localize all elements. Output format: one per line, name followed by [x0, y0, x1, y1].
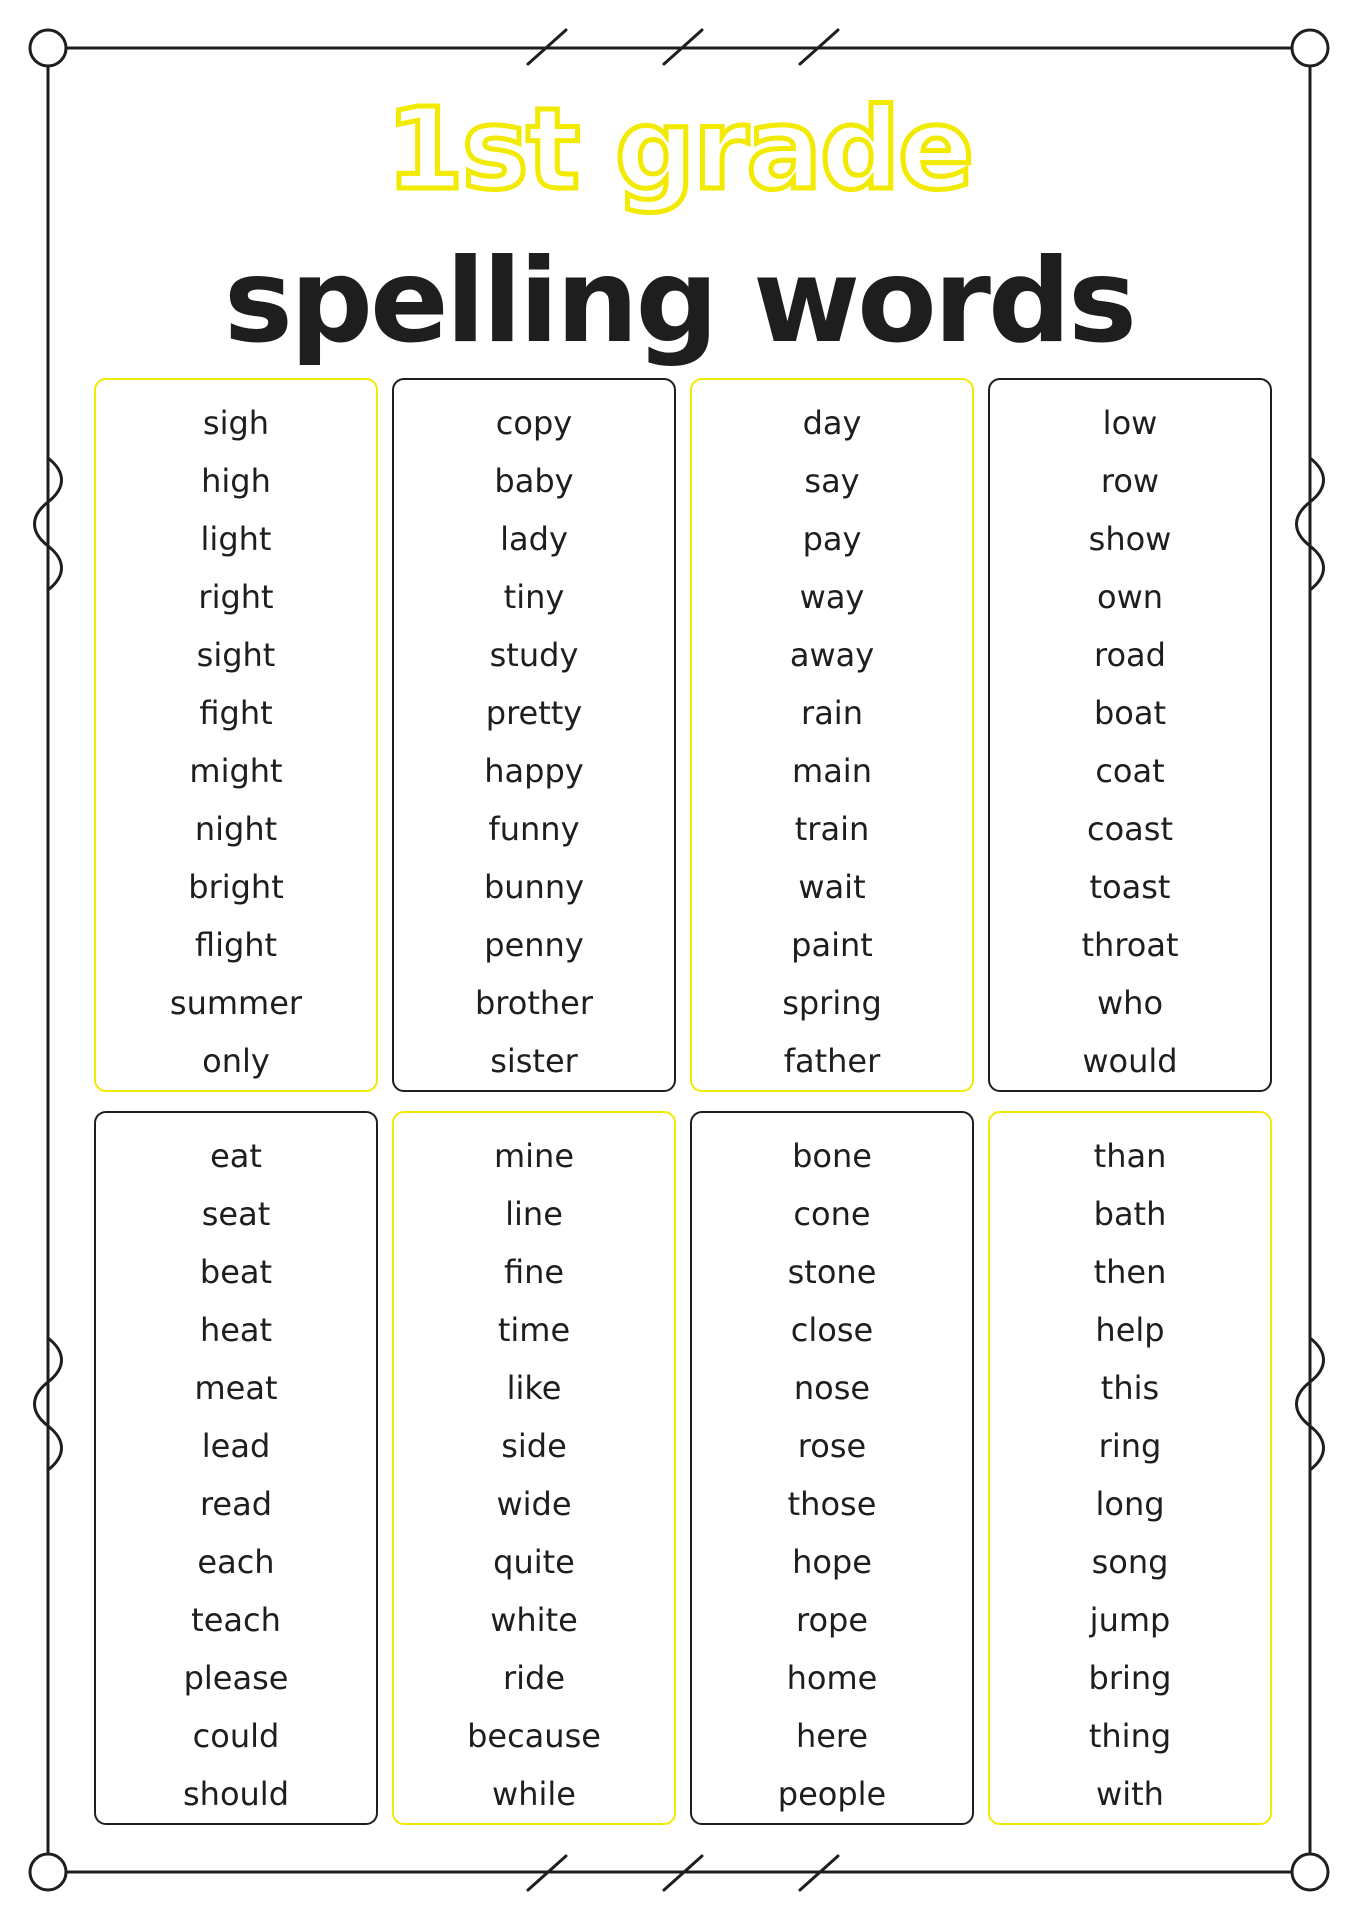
- spelling-word: low: [1102, 404, 1158, 442]
- spelling-word: jump: [1089, 1601, 1171, 1639]
- spelling-word: copy: [495, 404, 573, 442]
- word-list-7: [690, 1111, 974, 1825]
- spelling-word: fine: [503, 1253, 565, 1291]
- spelling-word: coat: [1095, 752, 1165, 790]
- spelling-word: then: [1093, 1253, 1167, 1291]
- spelling-word: thing: [1088, 1717, 1172, 1755]
- word-list-3: [690, 378, 974, 1092]
- spelling-word: rose: [797, 1427, 867, 1465]
- spelling-word: flight: [194, 926, 278, 964]
- spelling-word: toast: [1089, 868, 1171, 906]
- spelling-word: than: [1093, 1137, 1167, 1175]
- spelling-word: because: [467, 1717, 601, 1755]
- spelling-word: lead: [201, 1427, 271, 1465]
- spelling-word: penny: [484, 926, 584, 964]
- spelling-word: wait: [798, 868, 866, 906]
- spelling-word: beat: [199, 1253, 273, 1291]
- word-list-1: [94, 378, 378, 1092]
- spelling-word: please: [183, 1659, 289, 1697]
- spelling-word: would: [1082, 1042, 1178, 1080]
- spelling-word: main: [792, 752, 872, 790]
- spelling-word: road: [1094, 636, 1166, 674]
- spelling-word: seat: [201, 1195, 271, 1233]
- spelling-word: own: [1096, 578, 1164, 616]
- spelling-word: rain: [801, 694, 863, 732]
- spelling-word: should: [182, 1775, 289, 1813]
- title-spelling-words: spelling words: [223, 234, 1135, 369]
- spelling-word: bring: [1088, 1659, 1172, 1697]
- spelling-word: those: [787, 1485, 877, 1523]
- spelling-word: mine: [493, 1137, 575, 1175]
- spelling-word: here: [795, 1717, 869, 1755]
- spelling-word: sigh: [202, 404, 270, 442]
- spelling-word: bath: [1093, 1195, 1167, 1233]
- spelling-word: fight: [199, 694, 273, 732]
- spelling-word: lady: [500, 520, 568, 558]
- spelling-word: wide: [496, 1485, 572, 1523]
- spelling-word: this: [1100, 1369, 1160, 1407]
- spelling-word: pretty: [485, 694, 583, 732]
- spelling-word: could: [192, 1717, 280, 1755]
- spelling-word: throat: [1081, 926, 1179, 964]
- spelling-word: spring: [782, 984, 882, 1022]
- spelling-word: teach: [191, 1601, 281, 1639]
- word-list-6: [392, 1111, 676, 1825]
- spelling-word: help: [1095, 1311, 1165, 1349]
- spelling-word: right: [198, 578, 274, 616]
- spelling-word: pay: [802, 520, 862, 558]
- word-list-grid: [94, 378, 1272, 1825]
- spelling-word: sister: [490, 1042, 578, 1080]
- spelling-word: boat: [1093, 694, 1167, 732]
- spelling-word: funny: [488, 810, 580, 848]
- word-list-4: [988, 378, 1272, 1092]
- spelling-word: say: [804, 462, 860, 500]
- spelling-word: row: [1100, 462, 1160, 500]
- spelling-word: tiny: [503, 578, 565, 616]
- spelling-word: while: [492, 1775, 576, 1813]
- spelling-word: people: [777, 1775, 887, 1813]
- spelling-word: bunny: [483, 868, 585, 906]
- spelling-word: line: [505, 1195, 563, 1233]
- spelling-word: train: [794, 810, 870, 848]
- spelling-word: hope: [792, 1543, 872, 1581]
- spelling-word: father: [783, 1042, 881, 1080]
- spelling-word: heat: [199, 1311, 273, 1349]
- spelling-word: stone: [787, 1253, 877, 1291]
- spelling-word: light: [200, 520, 272, 558]
- spelling-word: summer: [169, 984, 303, 1022]
- spelling-word: study: [489, 636, 579, 674]
- spelling-word: quite: [493, 1543, 575, 1581]
- spelling-word: who: [1096, 984, 1164, 1022]
- title-grade: 1st grade: [385, 85, 973, 215]
- spelling-word: day: [802, 404, 862, 442]
- spelling-word: paint: [791, 926, 873, 964]
- spelling-word: close: [790, 1311, 874, 1349]
- spelling-word: coast: [1087, 810, 1173, 848]
- word-list-5: [94, 1111, 378, 1825]
- spelling-word: song: [1091, 1543, 1169, 1581]
- spelling-word: away: [789, 636, 875, 674]
- spelling-word: happy: [484, 752, 584, 790]
- spelling-word: show: [1088, 520, 1172, 558]
- spelling-word: long: [1095, 1485, 1165, 1523]
- spelling-word: meat: [194, 1369, 278, 1407]
- spelling-word: brother: [474, 984, 593, 1022]
- spelling-word: ring: [1098, 1427, 1162, 1465]
- spelling-word: only: [202, 1042, 270, 1080]
- spelling-word: night: [194, 810, 278, 848]
- spelling-word: bright: [188, 868, 284, 906]
- spelling-word: white: [490, 1601, 578, 1639]
- spelling-word: bone: [792, 1137, 872, 1175]
- spelling-word: nose: [793, 1369, 871, 1407]
- word-list-8: [988, 1111, 1272, 1825]
- spelling-word: with: [1096, 1775, 1164, 1813]
- spelling-word: cone: [793, 1195, 871, 1233]
- word-list-2: [392, 378, 676, 1092]
- spelling-word: sight: [196, 636, 276, 674]
- spelling-word: side: [501, 1427, 567, 1465]
- spelling-word: way: [799, 578, 865, 616]
- spelling-word: ride: [502, 1659, 566, 1697]
- spelling-word: high: [201, 462, 271, 500]
- spelling-word: baby: [494, 462, 574, 500]
- spelling-word: like: [506, 1369, 562, 1407]
- spelling-word: home: [786, 1659, 878, 1697]
- spelling-word: rope: [795, 1601, 869, 1639]
- spelling-word: each: [197, 1543, 275, 1581]
- spelling-word: time: [497, 1311, 571, 1349]
- spelling-word: eat: [210, 1137, 262, 1175]
- spelling-word: read: [199, 1485, 273, 1523]
- spelling-word: might: [189, 752, 283, 790]
